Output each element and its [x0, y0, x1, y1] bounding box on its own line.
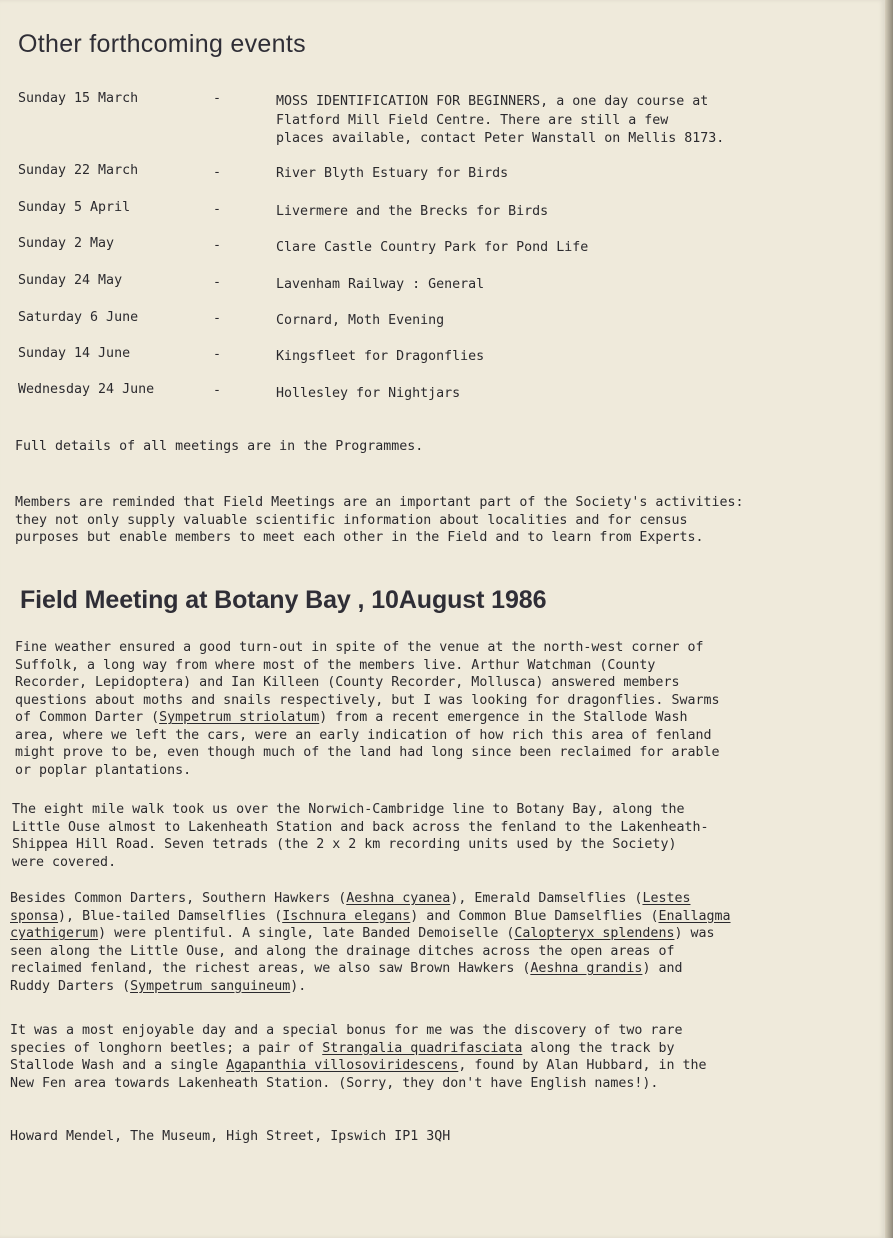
programmes-note: Full details of all meetings are in the Programmes.	[15, 439, 424, 454]
page-edge	[885, 0, 893, 1238]
species-name: Agapanthia villosoviridescens	[226, 1058, 459, 1073]
members-reminder: Members are reminded that Field Meetings are an important part of the Society's activities: they not only supply valuable scientific information about localities and for census purposes but enable members to meet each other in the Field and to learn from Experts.	[15, 495, 744, 545]
event-date: Sunday 5 April	[18, 200, 131, 215]
species-name: Calopteryx splendens	[514, 926, 675, 941]
show-through-text	[630, 30, 860, 56]
species-name: Aeshna grandis	[530, 961, 643, 976]
section-title-forthcoming-events: Other forthcoming events	[18, 30, 306, 58]
author-signature: Howard Mendel, The Museum, High Street, Ipswich IP1 3QH	[10, 1129, 451, 1144]
event-dash: -	[213, 383, 222, 398]
event-dash: -	[213, 165, 222, 180]
event-dash: -	[213, 347, 222, 362]
event-date: Sunday 15 March	[18, 91, 139, 106]
report-paragraph-1: Fine weather ensured a good turn-out in spite of the venue at the north-west corner of Suffolk, a long way from where most of the members live. Arthur Watchman (County Recorder, Lepidoptera) and Ian Killeen (County Recorder, Mollusca) answered members questions about moths and snails respectively, but I was looking for dragonflies. Swarms of Common Darter (Sympetrum striolatum) from a recent emergence in the Stallode Wash area, where we left the cars, were an early indication of how rich this area of fenland might prove to be, even though much of the land had long since been reclaimed for arable or poplar plantations.	[15, 640, 720, 778]
species-name: Ischnura elegans	[282, 908, 411, 924]
species-name: Enallagma cyathigerum	[10, 908, 731, 941]
event-date: Saturday 6 June	[18, 310, 139, 325]
report-paragraph-3: Besides Common Darters, Southern Hawkers (Aeshna cyanea), Emerald Damselflies (Lestes sponsa), Blue-tailed Damselflies (Ischnura elegans) and Common Blue Damselflies (Enallagma cyathigerum) were plentiful. A single, late Banded Demoiselle (Calopteryx splendens) was seen along the Little Ouse, and along the drainage ditches across the open areas of reclaimed fenland, the richest areas, we also saw Brown Hawkers (Aeshna grandis) and Ruddy Darters (Sympetrum sanguineum).	[10, 891, 731, 994]
event-dash: -	[213, 202, 222, 217]
event-description: River Blyth Estuary for Birds	[276, 166, 509, 181]
event-description: Cornard, Moth Evening	[276, 313, 445, 328]
event-date: Sunday 14 June	[18, 346, 131, 361]
event-date: Wednesday 24 June	[18, 382, 155, 397]
species-name: Lestes sponsa	[10, 891, 691, 924]
event-description: Kingsfleet for Dragonflies	[276, 349, 485, 364]
section-title-field-meeting: Field Meeting at Botany Bay , 10August 1986	[20, 586, 547, 614]
event-dash: -	[213, 91, 222, 106]
species-name: Aeshna cyanea	[346, 891, 451, 906]
event-date: Sunday 22 March	[18, 163, 139, 178]
event-description: Livermere and the Brecks for Birds	[276, 204, 549, 219]
event-description: Clare Castle Country Park for Pond Life	[276, 240, 589, 255]
event-dash: -	[213, 238, 222, 253]
event-date: Sunday 24 May	[18, 273, 123, 288]
report-paragraph-2: The eight mile walk took us over the Norwich-Cambridge line to Botany Bay, along the Little Ouse almost to Lakenheath Station and back across the fenland to the Lakenheath- Shippea Hill Road. Seven tetrads (the 2 x 2 km recording units used by the Society) were covered.	[12, 802, 709, 870]
event-dash: -	[213, 311, 222, 326]
species-name: Sympetrum sanguineum	[130, 978, 291, 994]
event-description: MOSS IDENTIFICATION FOR BEGINNERS, a one day course at Flatford Mill Field Centre. There are still a few places available, contact Peter Wanstall on Mellis 8173.	[276, 94, 725, 146]
species-name: Strangalia quadrifasciata	[322, 1040, 523, 1056]
event-description: Hollesley for Nightjars	[276, 386, 461, 401]
report-paragraph-4: It was a most enjoyable day and a special bonus for me was the discovery of two rare species of longhorn beetles; a pair of Strangalia quadrifasciata along the track by Stallode Wash and a single Agapanthia villosoviridescens, found by Alan Hubbard, in the New Fen area towards Lakenheath Station. (Sorry, they don't have English names!).	[10, 1023, 707, 1091]
event-dash: -	[213, 275, 222, 290]
event-description: Lavenham Railway : General	[276, 277, 485, 292]
event-date: Sunday 2 May	[18, 236, 115, 251]
species-name: Sympetrum striolatum	[159, 710, 320, 725]
